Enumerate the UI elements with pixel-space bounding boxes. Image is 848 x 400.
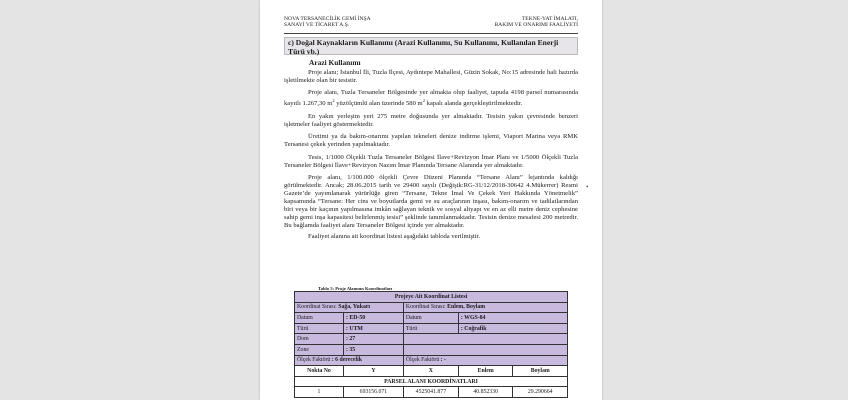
body-text bbox=[284, 69, 578, 245]
table-caption: Tablo 5: Proje Alanının Koordinatları bbox=[318, 286, 393, 291]
left-type-value: : UTM bbox=[344, 323, 404, 334]
table-cell: 29.290664 bbox=[513, 387, 568, 398]
header-company-line1: NOVA TERSANECİLİK GEMİ İNŞA bbox=[284, 16, 371, 22]
label: Ölçek Faktörü bbox=[297, 357, 331, 364]
left-coord-order bbox=[295, 302, 404, 313]
paragraph: En yakın yerleşim yeri 275 metre doğusunda yer almaktadır. Tesisin yakın çevresinde benzeri işletmeler faaliyet göstermektedir. bbox=[284, 113, 578, 128]
empty-cell bbox=[403, 334, 567, 345]
right-scale bbox=[403, 355, 567, 366]
paragraph: Üretimi ya da bakım-onarımı yapılan tekneleri denize indirme işlemi, Viaport Marina veya RMK Tersanesi çekek yerinden yapılmaktadır. bbox=[284, 133, 578, 149]
label: Ölçek Faktörü bbox=[405, 357, 440, 364]
value: : - bbox=[440, 357, 446, 364]
col-header-x: X bbox=[403, 366, 458, 377]
col-header-text: Nokta No bbox=[307, 367, 331, 374]
right-type-value: : Coğrafik bbox=[458, 323, 567, 334]
left-dom-value: : 27 bbox=[344, 334, 404, 345]
coordinate-table bbox=[294, 291, 568, 398]
col-header-y: Y bbox=[344, 366, 404, 377]
table-title: Projeye Ait Koordinat Listesi bbox=[295, 292, 568, 303]
value: Enlem, Boylam bbox=[447, 304, 486, 311]
paragraph: Tesis, 1/1000 Ölçekli Tuzla Tersaneler Bölgesi İlave+Revizyon İmar Planı ve 1/5000 Ölçekli Tuzla Tersaneler Bölgesi İlave+Revizyon Nazım İmar Planında Tersane Alanında yer almaktadır. bbox=[284, 153, 578, 169]
paragraph: Proje alanı, 1/100.000 ölçekli Çevre Düzeni Planında “Tersane Alanı” lejantında kaldığı görülmektedir. Ancak; 28.06.2015 tarih ve 29400 sayılı (Değişik:RG-31/12/2018-30642 4.Mükerrer) Resmi Gazete’de yayımlanarak yürürlüğe giren “Tersane, Tekne İmal Ve Çekek Yeri Hakkında Yönetmelik” kapsamında “Tersane: Her cins ve boyutlarda gemi ve su araçlarının inşası, bakım-onarım ve tadilatlarından biri veya bir kaçının yapılmasına imkân sağlayan teknik ve sosyal altyapı ve en az elli metre deniz cephesine sahip gemi inşa kapasitesi belirlenmiş tesisi” şeklinde tanımlanmaktadır. Tesisin denize mesafesi 200 metredir. Bu bağlamda faaliyet alanı Tersaneler Bölgesi içinde yer almaktadır. bbox=[284, 174, 578, 229]
left-datum-label: Datum bbox=[295, 313, 344, 324]
label: Koordinat Sırası: bbox=[405, 304, 446, 311]
header-divider bbox=[284, 33, 578, 34]
right-type-label: Türü bbox=[403, 323, 458, 334]
col-header-point bbox=[295, 366, 344, 377]
page-header bbox=[284, 16, 578, 34]
header-activity-line2: BAKIM VE ONARIMI FAALİYETİ bbox=[494, 22, 578, 29]
paragraph: Proje alanı, Tuzla Tersaneler Bölgesinde yer almakta olup faaliyet, tapuda 4198 parsel numarasında kayıtlı 1.267,30 $m^2$ yüzölçümlü alan üzerinde 580 $m^2$ kapalı alanda gerçekleştirilmektedir. bbox=[284, 89, 578, 108]
left-dom-label: Dom bbox=[295, 334, 344, 345]
label: Koordinat Sırası: bbox=[297, 304, 337, 311]
document-page bbox=[260, 0, 602, 400]
table-cell: 693156.071 bbox=[344, 387, 404, 398]
left-zone-label: Zone bbox=[295, 344, 344, 355]
header-company bbox=[284, 16, 371, 29]
paragraph: Proje alanı; İstanbul İli, Tuzla İlçesi, Aydıntepe Mahallesi, Güzin Sokak, No:15 adresinde hali hazırda işletilmekte olan bir tesistir. bbox=[284, 69, 578, 84]
empty-cell bbox=[403, 344, 567, 355]
value: Sağa, Yukarı bbox=[338, 304, 371, 311]
left-datum-value: : ED-50 bbox=[344, 313, 404, 324]
section-title: c) Doğal Kaynakların Kullanımı (Arazi Kullanımı, Su Kullanımı, Kullanılan Enerji Türü vb.) bbox=[284, 37, 578, 55]
table-cell: 40.852330 bbox=[458, 387, 513, 398]
table-section-row: PARSEL ALANI KOORDİNATLARI bbox=[295, 376, 568, 387]
left-type-label: Türü bbox=[295, 323, 344, 334]
header-activity bbox=[494, 16, 578, 29]
right-datum-value: : WGS-84 bbox=[458, 313, 567, 324]
col-header-lon: Boylam bbox=[513, 366, 568, 377]
margin-mark: • bbox=[586, 183, 589, 191]
paragraph: Faaliyet alanına ait koordinat listesi aşağıdaki tabloda verilmiştir. bbox=[308, 232, 481, 240]
subsection-title: Arazi Kullanımı bbox=[309, 58, 361, 67]
left-zone-value: : 35 bbox=[344, 344, 404, 355]
header-activity-line1: TEKNE-YAT İMALATI, bbox=[521, 16, 578, 22]
table-cell: 4525041.877 bbox=[403, 387, 458, 398]
header-company-line2: SANAYİ VE TİCARET A.Ş. bbox=[284, 22, 350, 29]
table-cell: 1 bbox=[295, 387, 344, 398]
right-coord-order bbox=[403, 302, 567, 313]
col-header-lat: Enlem bbox=[458, 366, 513, 377]
left-scale bbox=[295, 355, 404, 366]
value: : 6 derecelik bbox=[331, 357, 362, 364]
right-datum-label: Datum bbox=[403, 313, 458, 324]
